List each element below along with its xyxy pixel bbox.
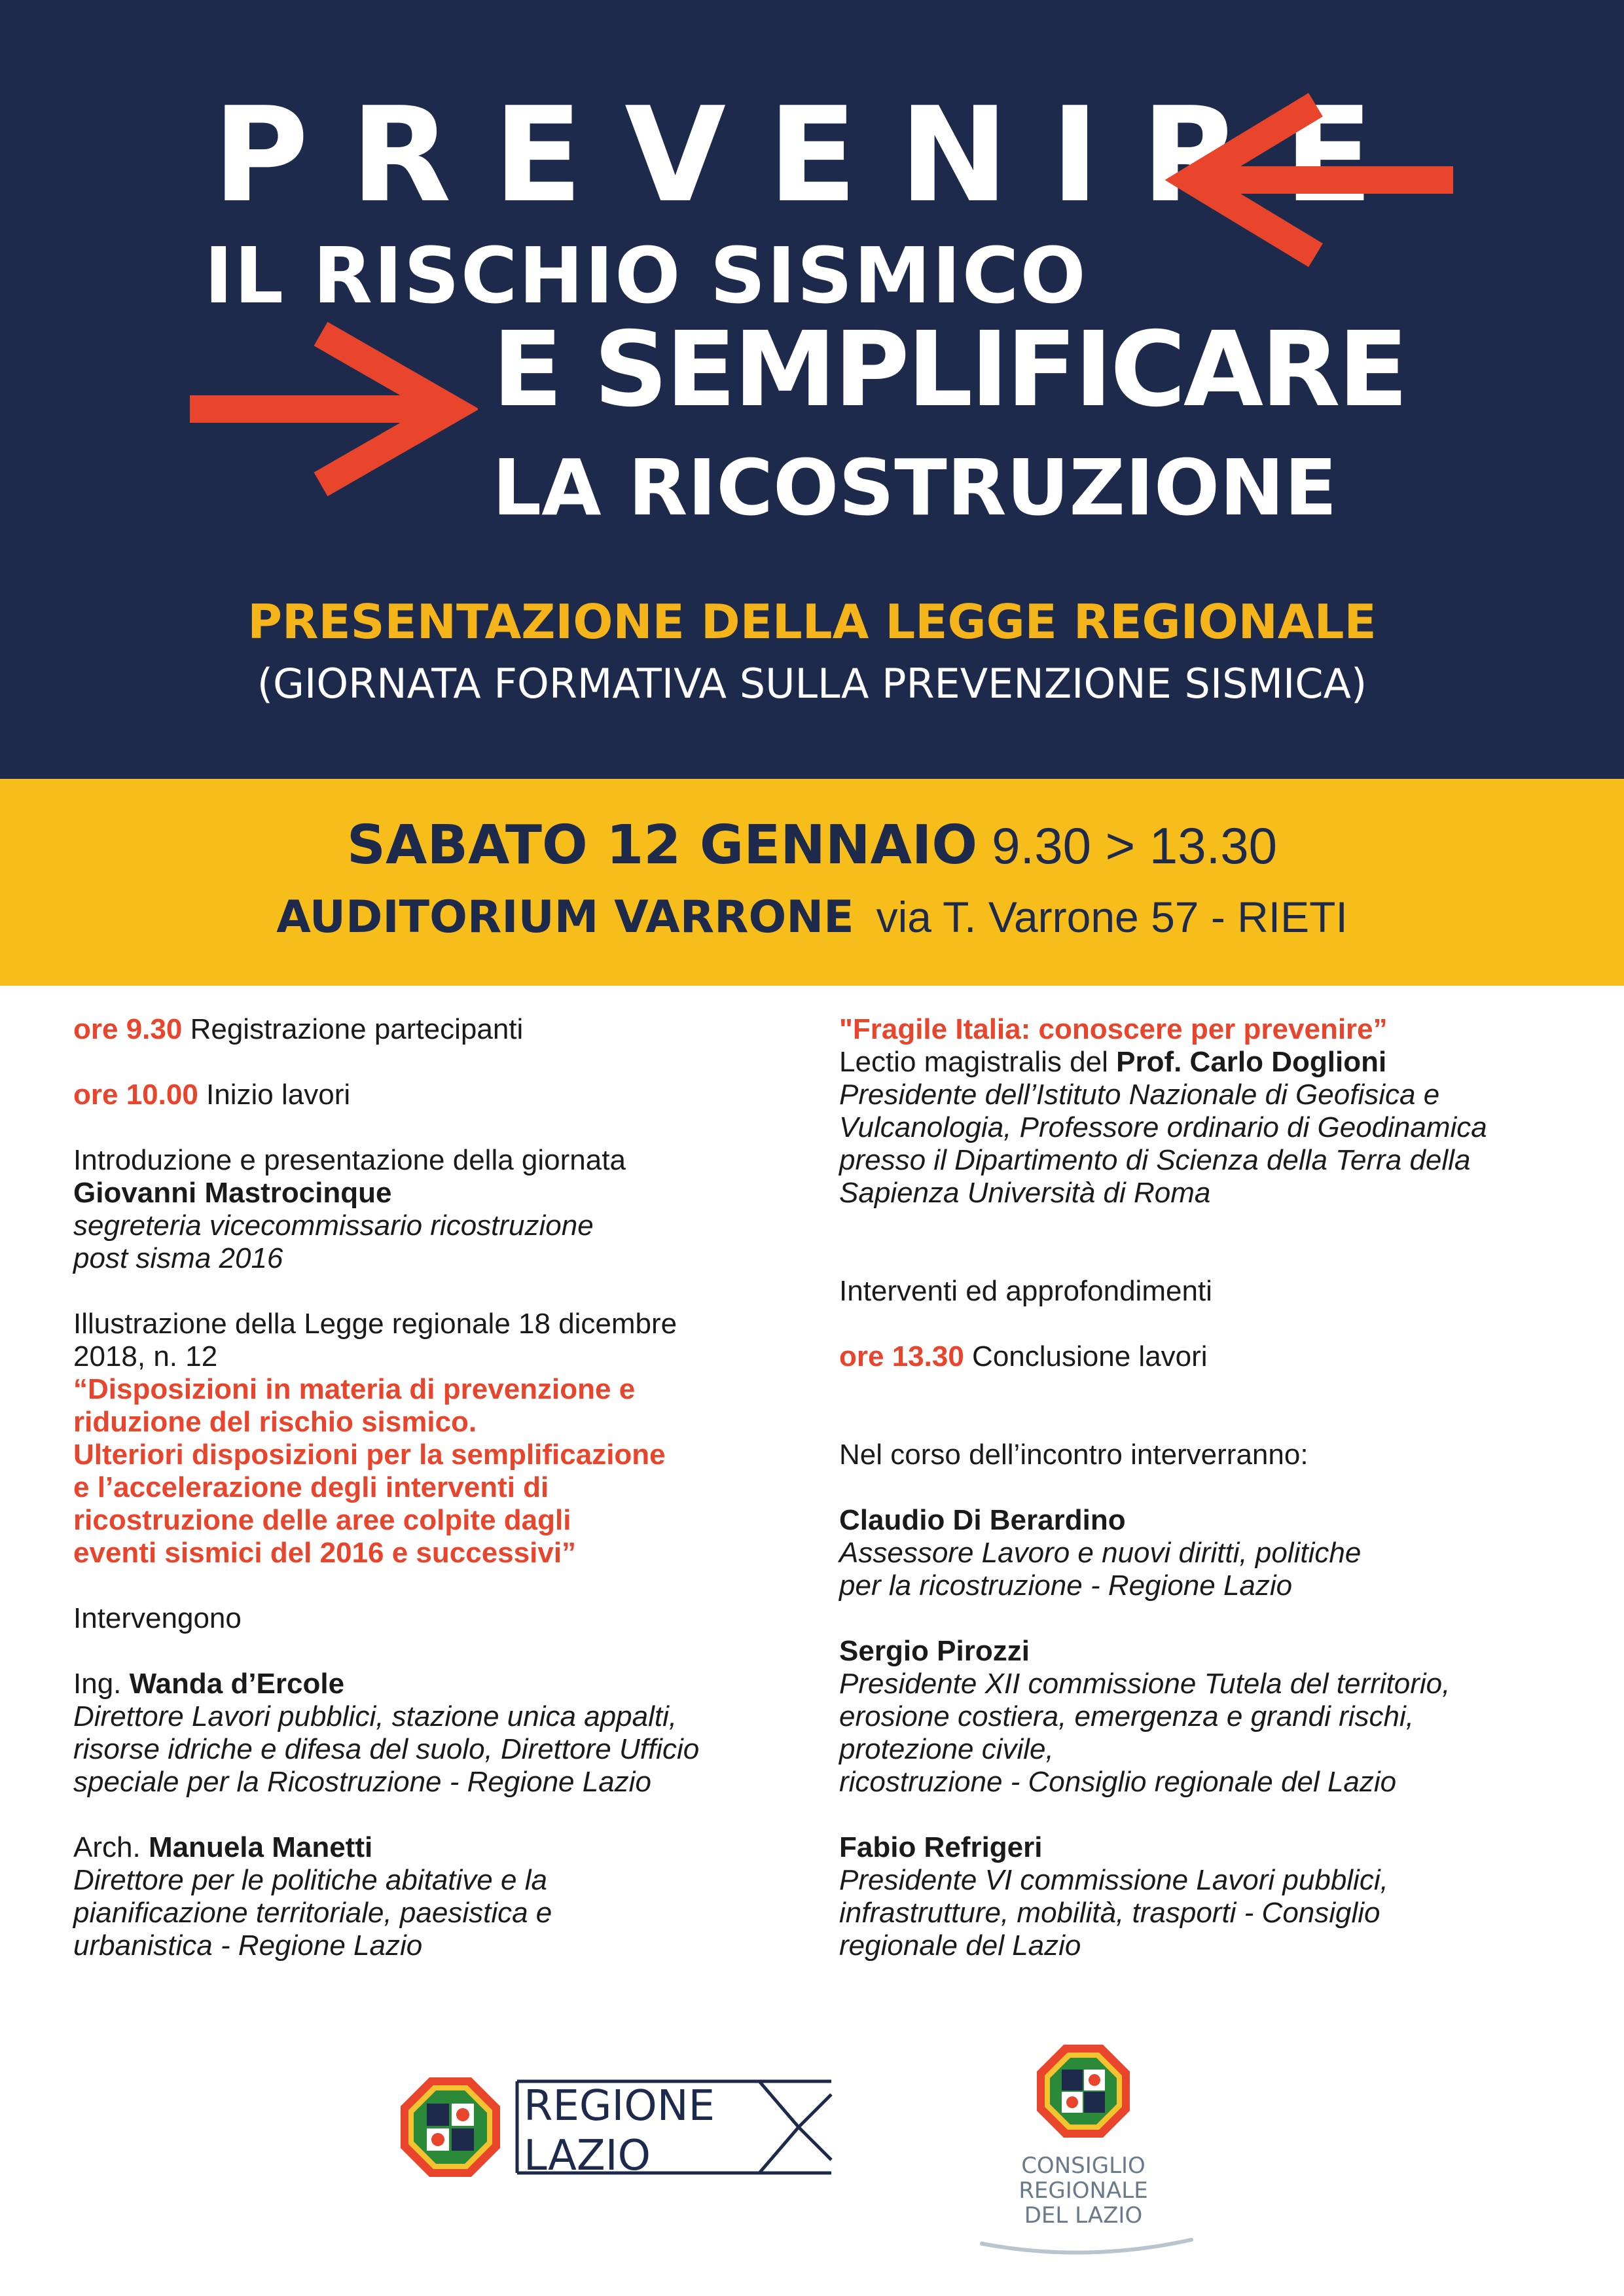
guest-name: Sergio Pirozzi xyxy=(839,1635,1030,1667)
lectio-line xyxy=(839,1046,1585,1079)
agenda-label: Registrazione partecipanti xyxy=(190,1013,524,1045)
arrow-left-icon xyxy=(1152,92,1460,268)
agenda-label: Inizio lavori xyxy=(206,1079,351,1111)
consiglio-logo-line2: REGIONALE xyxy=(1019,2178,1148,2204)
title-line-prevenire: PREVENIRE xyxy=(213,79,1416,232)
consiglio-logo-swoosh xyxy=(975,2231,1198,2263)
arrow-right-icon xyxy=(190,321,478,497)
speaker-role: urbanistica - Regione Lazio xyxy=(73,1929,423,1962)
intro-speaker-name: Giovanni Mastrocinque xyxy=(73,1177,392,1209)
speaker-name-line xyxy=(73,1668,806,1700)
speaker-name: Manuela Manetti xyxy=(148,1831,373,1863)
law-title: e l’accelerazione degli interventi di xyxy=(73,1471,549,1503)
agenda-time: ore 13.30 xyxy=(839,1340,964,1372)
subtitle: PRESENTAZIONE DELLA LEGGE REGIONALE xyxy=(247,594,1377,649)
date-line xyxy=(0,814,1624,876)
guest-role: Presidente VI commissione Lavori pubblici, xyxy=(839,1864,1388,1896)
intro-speaker-role: segreteria vicecommissario ricostruzione xyxy=(73,1210,594,1242)
consiglio-logo-line3: DEL LAZIO xyxy=(1024,2202,1143,2229)
lectio-speaker-name: Prof. Carlo Doglioni xyxy=(1116,1046,1387,1078)
agenda-item xyxy=(73,1079,806,1111)
regione-logo-line2: LAZIO xyxy=(524,2132,651,2180)
event-time: 9.30 > 13.30 xyxy=(992,817,1278,874)
venue-address: via T. Varrone 57 - RIETI xyxy=(876,893,1348,941)
program-left-column xyxy=(73,1013,806,1962)
agenda-time: ore 9.30 xyxy=(73,1013,183,1045)
law-title: ricostruzione delle aree colpite dagli xyxy=(73,1504,571,1536)
lectio-speaker-role: Sapienza Università di Roma xyxy=(839,1177,1211,1209)
venue-line xyxy=(0,891,1624,943)
title-line-rischio-sismico: IL RISCHIO SISMICO xyxy=(204,230,1087,321)
speaker-role: Direttore Lavori pubblici, stazione unica appalti, xyxy=(73,1700,677,1732)
regione-logo-line1: REGIONE xyxy=(524,2082,715,2130)
speaker-role: risorse idriche e difesa del suolo, Direttore Ufficio xyxy=(73,1733,700,1765)
speaker-name: Wanda d’Ercole xyxy=(129,1668,345,1700)
lectio-intro: Lectio magistralis del xyxy=(839,1046,1108,1078)
speaker-name-line xyxy=(73,1831,806,1864)
nel-corso-heading: Nel corso dell’incontro interverranno: xyxy=(839,1439,1308,1471)
law-title: “Disposizioni in materia di prevenzione e xyxy=(73,1373,636,1405)
guest-role: Presidente XII commissione Tutela del territorio, xyxy=(839,1668,1451,1700)
illustration-text: 2018, n. 12 xyxy=(73,1340,218,1372)
guest-role: per la ricostruzione - Regione Lazio xyxy=(839,1570,1293,1602)
lectio-speaker-role: presso il Dipartimento di Scienza della Terra della xyxy=(839,1144,1471,1176)
event-date: SABATO 12 GENNAIO xyxy=(346,814,978,876)
guest-name: Claudio Di Berardino xyxy=(839,1504,1126,1536)
consiglio-logo-line1: CONSIGLIO xyxy=(1021,2153,1146,2179)
agenda-item xyxy=(73,1013,806,1046)
guest-role: infrastrutture, mobilità, trasporti - Consiglio xyxy=(839,1897,1380,1929)
speaker-title: Ing. xyxy=(73,1668,122,1700)
agenda-label: Conclusione lavori xyxy=(972,1340,1208,1372)
date-band xyxy=(0,779,1624,986)
title-line-semplificare: E SEMPLIFICARE xyxy=(492,310,1406,430)
guest-name: Fabio Refrigeri xyxy=(839,1831,1043,1863)
guest-role: regionale del Lazio xyxy=(839,1929,1081,1962)
subtitle-secondary: (GIORNATA FORMATIVA SULLA PREVENZIONE SISMICA) xyxy=(257,660,1367,708)
agenda-time: ore 10.00 xyxy=(73,1079,198,1111)
illustration-text: Illustrazione della Legge regionale 18 dicembre xyxy=(73,1308,677,1340)
guest-role: erosione costiera, emergenza e grandi rischi, xyxy=(839,1700,1415,1732)
lectio-speaker-role: Presidente dell’Istituto Nazionale di Geofisica e xyxy=(839,1079,1440,1111)
lectio-title: "Fragile Italia: conoscere per prevenire” xyxy=(839,1013,1388,1045)
agenda-item xyxy=(839,1340,1585,1373)
law-title: Ulteriori disposizioni per la semplificazione xyxy=(73,1439,666,1471)
speaker-role: Direttore per le politiche abitative e la xyxy=(73,1864,547,1896)
interventi-text: Interventi ed approfondimenti xyxy=(839,1275,1212,1307)
speaker-role: pianificazione territoriale, paesistica e xyxy=(73,1897,552,1929)
law-title: riduzione del rischio sismico. xyxy=(73,1406,477,1438)
speaker-title: Arch. xyxy=(73,1831,141,1863)
venue-name: AUDITORIUM VARRONE xyxy=(276,891,854,943)
guest-role: ricostruzione - Consiglio regionale del Lazio xyxy=(839,1766,1397,1798)
consiglio-regionale-emblem-icon xyxy=(1034,2042,1132,2140)
speaker-role: speciale per la Ricostruzione - Regione Lazio xyxy=(73,1766,651,1798)
program-right-column xyxy=(839,1013,1585,1962)
intro-speaker-role: post sisma 2016 xyxy=(73,1242,283,1274)
title-line-ricostruzione: LA RICOSTRUZIONE xyxy=(492,442,1337,533)
guest-role: protezione civile, xyxy=(839,1733,1054,1765)
intro-text: Introduzione e presentazione della giornata xyxy=(73,1144,626,1176)
guest-role: Assessore Lavoro e nuovi diritti, politiche xyxy=(839,1537,1362,1569)
regione-lazio-emblem-icon xyxy=(398,2075,503,2179)
lectio-speaker-role: Vulcanologia, Professore ordinario di Geodinamica xyxy=(839,1111,1487,1143)
law-title: eventi sismici del 2016 e successivi” xyxy=(73,1537,577,1569)
intervengono-heading: Intervengono xyxy=(73,1602,242,1634)
